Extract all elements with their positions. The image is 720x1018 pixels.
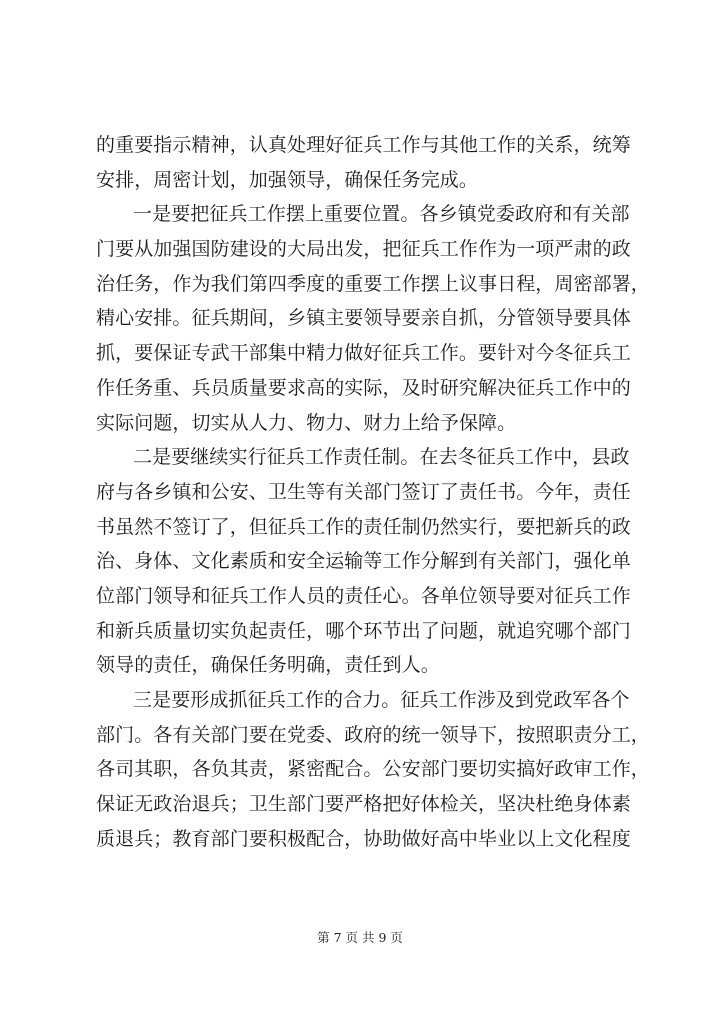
text-line: 的重要指示精神，认真处理好征兵工作与其他工作的关系，统筹 bbox=[96, 134, 631, 156]
text-line: 保证无政治退兵；卫生部门要严格把好体检关，坚决杜绝身体素 bbox=[96, 793, 631, 816]
text-line: 实际问题，切实从人力、物力、财力上给予保障。 bbox=[96, 411, 517, 434]
text-line: 书虽然不签订了，但征兵工作的责任制仍然实行，要把新兵的政 bbox=[96, 515, 631, 538]
paragraph-first-line: 二是要继续实行征兵工作责任制。在去冬征兵工作中，县政 bbox=[133, 446, 630, 469]
text-line: 部门。各有关部门要在党委、政府的统一领导下，按照职责分工， bbox=[96, 723, 650, 746]
text-line: 作任务重、兵员质量要求高的实际，及时研究解决征兵工作中的 bbox=[96, 376, 631, 399]
text-line: 安排，周密计划，加强领导，确保任务完成。 bbox=[96, 168, 479, 191]
text-line: 和新兵质量切实负起责任，哪个环节出了问题，就追究哪个部门 bbox=[96, 619, 631, 642]
text-line: 位部门领导和征兵工作人员的责任心。各单位领导要对征兵工作 bbox=[96, 584, 631, 607]
text-line: 各司其职，各负其责，紧密配合。公安部门要切实搞好政审工作， bbox=[96, 758, 650, 781]
text-line: 治、身体、文化素质和安全运输等工作分解到有关部门，强化单 bbox=[96, 550, 631, 573]
text-line: 精心安排。征兵期间，乡镇主要领导要亲自抓，分管领导要具体 bbox=[96, 307, 631, 330]
paragraph-first-line: 三是要形成抓征兵工作的合力。征兵工作涉及到党政军各个 bbox=[133, 689, 630, 711]
text-line: 领导的责任，确保任务明确，责任到人。 bbox=[96, 654, 440, 677]
text-line: 门要从加强国防建设的大局出发，把征兵工作作为一项严肃的政 bbox=[96, 238, 631, 261]
text-line: 治任务，作为我们第四季度的重要工作摆上议事日程，周密部署， bbox=[96, 272, 650, 295]
page-number: 第 7 页 共 9 页 bbox=[317, 930, 403, 945]
paragraph-first-line: 一是要把征兵工作摆上重要位置。各乡镇党委政府和有关部 bbox=[133, 203, 630, 226]
text-line: 府与各乡镇和公安、卫生等有关部门签订了责任书。今年，责任 bbox=[96, 480, 631, 503]
text-line: 质退兵；教育部门要积极配合，协助做好高中毕业以上文化程度 bbox=[96, 827, 631, 850]
text-line: 抓，要保证专武干部集中精力做好征兵工作。要针对今冬征兵工 bbox=[96, 342, 631, 365]
body-text bbox=[96, 128, 650, 856]
